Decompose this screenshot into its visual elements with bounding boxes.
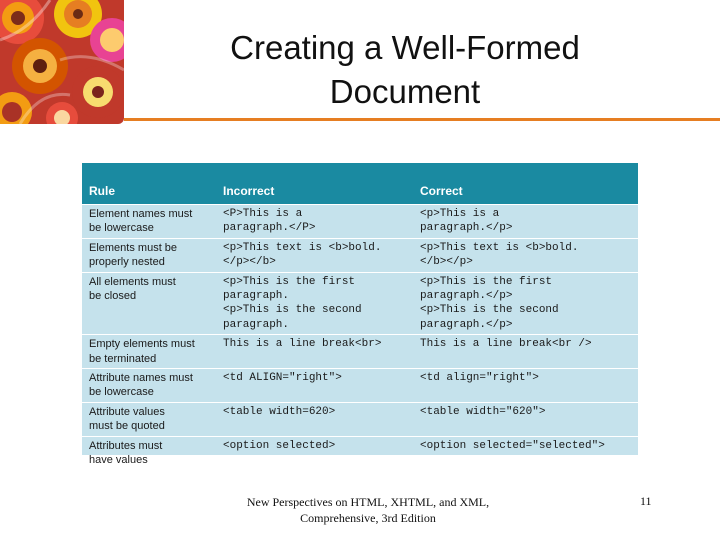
incorrect-cell: <p>This text is <b>bold. </p></b> bbox=[216, 238, 413, 272]
flower-collage-image bbox=[0, 0, 124, 124]
table-row bbox=[82, 238, 638, 272]
rule-cell: Element names must be lowercase bbox=[82, 205, 216, 239]
well-formed-rules-table bbox=[82, 163, 638, 470]
header-incorrect: Incorrect bbox=[216, 163, 413, 205]
title-line-1: Creating a Well-Formed bbox=[230, 29, 580, 66]
rules-table-container bbox=[82, 163, 638, 467]
slide-title bbox=[150, 26, 660, 114]
incorrect-cell: <p>This is the first paragraph. <p>This is the second paragraph. bbox=[216, 272, 413, 335]
correct-cell: <p>This is the first paragraph.</p> <p>This is the second paragraph.</p> bbox=[413, 272, 638, 335]
incorrect-cell: <td ALIGN="right"> bbox=[216, 369, 413, 403]
table-row bbox=[82, 272, 638, 335]
correct-cell: <p>This is a paragraph.</p> bbox=[413, 205, 638, 239]
incorrect-cell: <option selected> bbox=[216, 436, 413, 469]
title-line-2: Document bbox=[329, 73, 481, 110]
correct-cell: This is a line break<br /> bbox=[413, 335, 638, 369]
table-row bbox=[82, 205, 638, 239]
table-row bbox=[82, 369, 638, 403]
table-row bbox=[82, 402, 638, 436]
table-row bbox=[82, 335, 638, 369]
incorrect-cell: <P>This is a paragraph.</P> bbox=[216, 205, 413, 239]
incorrect-cell: This is a line break<br> bbox=[216, 335, 413, 369]
header-correct: Correct bbox=[413, 163, 638, 205]
rule-cell: Empty elements must be terminated bbox=[82, 335, 216, 369]
rule-cell: Attribute names must be lowercase bbox=[82, 369, 216, 403]
rule-cell: All elements must be closed bbox=[82, 272, 216, 335]
title-divider bbox=[124, 118, 720, 121]
footer-line-1: New Perspectives on HTML, XHTML, and XML, bbox=[246, 495, 490, 509]
slide-footer bbox=[230, 494, 506, 526]
table-header-row bbox=[82, 163, 638, 205]
correct-cell: <option selected="selected"> bbox=[413, 436, 638, 469]
header-rule: Rule bbox=[82, 163, 216, 205]
correct-cell: <td align="right"> bbox=[413, 369, 638, 403]
incorrect-cell: <table width=620> bbox=[216, 402, 413, 436]
table-row bbox=[82, 436, 638, 469]
rule-cell: Attributes must have values bbox=[82, 436, 216, 469]
rule-cell: Attribute values must be quoted bbox=[82, 402, 216, 436]
correct-cell: <p>This text is <b>bold. </b></p> bbox=[413, 238, 638, 272]
footer-line-2: Comprehensive, 3rd Edition bbox=[300, 511, 436, 525]
rule-cell: Elements must be properly nested bbox=[82, 238, 216, 272]
page-number: 11 bbox=[640, 494, 652, 508]
correct-cell: <table width="620"> bbox=[413, 402, 638, 436]
